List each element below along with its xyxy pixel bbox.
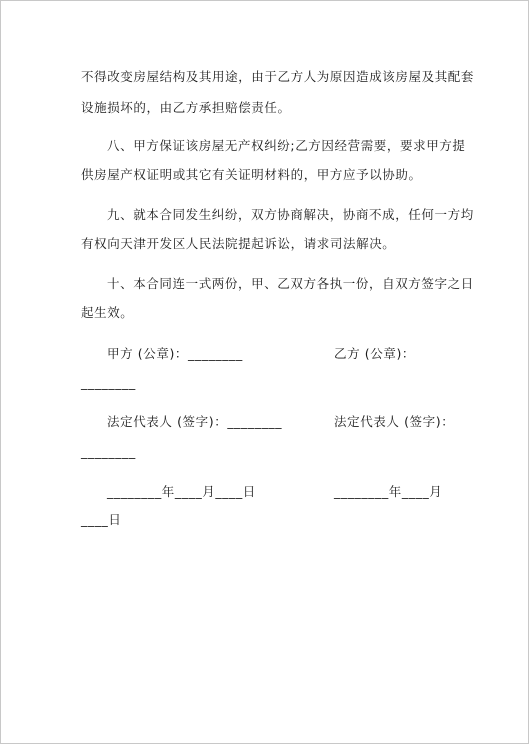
date-a-line: ________年____月____日 (107, 484, 256, 499)
paragraph-9-line-2: 有权向天津开发区人民法院提起诉讼，请求司法解决。 (81, 236, 396, 251)
party-b-seal-blank: ________ (81, 375, 136, 390)
paragraph-8-line-2: 供房屋产权证明或其它有关证明材料的，甲方应予以协助。 (81, 167, 422, 182)
paragraph-9-line-1: 九、就本合同发生纠纷，双方协商解决，协商不成，任何一方均 (107, 207, 474, 222)
paragraph-10-line-2: 起生效。 (81, 305, 134, 320)
party-a-seal-line: 甲方 (公章)：________ (107, 346, 243, 361)
paragraph-10-line-1: 十、本合同连一式两份，甲、乙双方各执一份，自双方签字之日 (107, 276, 474, 291)
paragraph-7-line-2: 设施损坏的，由乙方承担赔偿责任。 (81, 100, 291, 115)
representative-a-signature-line: 法定代表人 (签字)：________ (107, 414, 283, 429)
paragraph-7-line-1: 不得改变房屋结构及其用途，由于乙方人为原因造成该房屋及其配套 (81, 69, 475, 84)
date-b-day-line: ____日 (81, 512, 122, 527)
paragraph-8-line-1: 八、甲方保证该房屋无产权纠纷;乙方因经营需要，要求甲方提 (107, 138, 466, 153)
representative-b-signature-blank: ________ (81, 444, 136, 459)
party-b-seal-label: 乙方 (公章)： (334, 346, 416, 361)
representative-b-signature-label: 法定代表人 (签字)： (334, 414, 455, 429)
date-b-line: ________年____月 (334, 484, 443, 499)
